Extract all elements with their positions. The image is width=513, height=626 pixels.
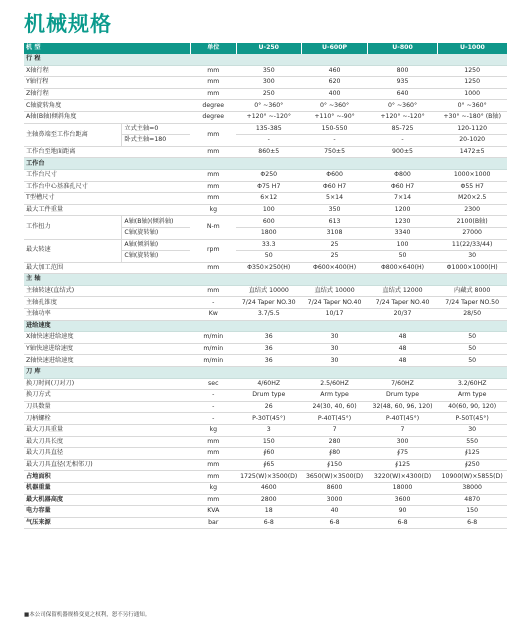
row-unit: mm	[190, 65, 236, 77]
row-unit: m/min	[190, 355, 236, 367]
row-value: 3108	[301, 227, 367, 239]
row-value: 460	[301, 65, 367, 77]
row-unit: degree	[190, 111, 236, 123]
row-value: 0° ~360°	[437, 100, 507, 112]
row-label: X轴快速进给速度	[24, 332, 190, 344]
header-u1000: U-1000	[437, 43, 507, 54]
row-value: 7×14	[368, 193, 438, 205]
row-value: 250	[236, 88, 301, 100]
row-value: Φ55 H7	[437, 181, 507, 193]
row-label: 换刀方式	[24, 390, 190, 402]
header-model: 机 型	[24, 43, 190, 54]
row-label: 工作台中心基准孔尺寸	[24, 181, 190, 193]
row-unit: mm	[190, 169, 236, 181]
table-row	[24, 123, 507, 135]
table-row	[24, 111, 507, 123]
row-value: ∮80	[301, 448, 367, 460]
table-row	[24, 100, 507, 112]
row-label: 工作台尺寸	[24, 169, 190, 181]
row-sublabel: A轴(B轴)(倾斜轴)	[122, 216, 191, 228]
row-label: 占地面积	[24, 471, 190, 483]
row-value: +120° ~-120°	[368, 111, 438, 123]
row-label: 电力容量	[24, 506, 190, 518]
header-u250: U-250	[236, 43, 301, 54]
table-row	[24, 332, 507, 344]
table-row	[24, 436, 507, 448]
row-value: 4/60HZ	[236, 378, 301, 390]
row-value: 3340	[368, 227, 438, 239]
row-unit: mm	[190, 459, 236, 471]
row-unit: m/min	[190, 343, 236, 355]
row-unit: -	[190, 413, 236, 425]
row-value: Φ600	[301, 169, 367, 181]
row-value: 2100(B轴)	[437, 216, 507, 228]
row-unit: N-m	[190, 216, 236, 239]
row-value: -	[301, 135, 367, 147]
row-value: 600	[236, 216, 301, 228]
table-row	[24, 413, 507, 425]
row-value: 6-8	[236, 517, 301, 529]
table-row	[24, 77, 507, 89]
section-header	[24, 54, 507, 65]
row-value: ∮125	[368, 459, 438, 471]
row-value: 6×12	[236, 193, 301, 205]
table-row	[24, 309, 507, 321]
row-label: 刀柄螺栓	[24, 413, 190, 425]
row-value: 20-1020	[437, 135, 507, 147]
table-row	[24, 390, 507, 402]
row-value: 3.7/5.5	[236, 309, 301, 321]
row-value: 3	[236, 425, 301, 437]
row-label: 机器重量	[24, 482, 190, 494]
row-value: 350	[236, 65, 301, 77]
row-value: 直结式 10000	[301, 285, 367, 297]
row-value: 7/24 Taper NO.40	[301, 297, 367, 309]
row-label: A轴(B轴)倾斜角度	[24, 111, 190, 123]
row-unit: mm	[190, 494, 236, 506]
row-value: 50	[437, 355, 507, 367]
table-row	[24, 88, 507, 100]
row-value: 3650(W)×3500(D)	[301, 471, 367, 483]
row-value: 40	[301, 506, 367, 518]
header-u800: U-800	[368, 43, 438, 54]
row-label: 最大刀具长度	[24, 436, 190, 448]
row-label: 最大刀具直径(无相邻刀)	[24, 459, 190, 471]
row-value: 3220(W)×4300(D)	[368, 471, 438, 483]
section-title: 刀 库	[24, 367, 507, 379]
row-value: Φ800	[368, 169, 438, 181]
row-value: 4600	[236, 482, 301, 494]
row-value: 0° ~360°	[368, 100, 438, 112]
row-value: 38000	[437, 482, 507, 494]
row-value: 50	[236, 251, 301, 263]
row-unit: -	[190, 401, 236, 413]
row-label: 最大加工范围	[24, 262, 190, 274]
row-unit: -	[190, 390, 236, 402]
table-row	[24, 378, 507, 390]
row-unit: mm	[190, 436, 236, 448]
row-value: Φ600×400(H)	[301, 262, 367, 274]
row-value: 1725(W)×3500(D)	[236, 471, 301, 483]
section-header	[24, 367, 507, 379]
row-label: Z轴行程	[24, 88, 190, 100]
row-value: 1000×1000	[437, 169, 507, 181]
row-value: 50	[437, 343, 507, 355]
row-label: 刀具数量	[24, 401, 190, 413]
table-row	[24, 169, 507, 181]
row-value: 26	[236, 401, 301, 413]
row-sublabel: C轴(旋转轴)	[122, 227, 191, 239]
row-sublabel: 立式主轴=0	[122, 123, 191, 135]
row-value: 30	[301, 332, 367, 344]
row-value: 120-1120	[437, 123, 507, 135]
section-title: 工作台	[24, 158, 507, 170]
table-header	[24, 43, 507, 54]
row-unit: -	[190, 297, 236, 309]
row-value: 135-385	[236, 123, 301, 135]
row-value: 7	[368, 425, 438, 437]
row-label: Z轴快速进给速度	[24, 355, 190, 367]
row-value: 24(30, 40, 60)	[301, 401, 367, 413]
row-value: 1200	[368, 204, 438, 216]
row-value: 48	[368, 355, 438, 367]
row-value: 20/37	[368, 309, 438, 321]
section-header	[24, 274, 507, 286]
row-unit: degree	[190, 100, 236, 112]
row-value: Φ250	[236, 169, 301, 181]
row-value: 10/17	[301, 309, 367, 321]
row-unit: mm	[190, 262, 236, 274]
row-unit: mm	[190, 123, 236, 146]
row-value: 30	[437, 251, 507, 263]
row-value: 1000	[437, 88, 507, 100]
row-value: 300	[368, 436, 438, 448]
row-label: T型槽尺寸	[24, 193, 190, 205]
row-value: Arm type	[301, 390, 367, 402]
row-value: Φ1000×1000(H)	[437, 262, 507, 274]
table-row	[24, 285, 507, 297]
row-value: 550	[437, 436, 507, 448]
row-value: -	[236, 135, 301, 147]
row-label: X轴行程	[24, 65, 190, 77]
row-value: 25	[301, 239, 367, 251]
row-value: +120° ~-120°	[236, 111, 301, 123]
row-label: 最大转速	[24, 239, 122, 262]
row-value: 6-8	[368, 517, 438, 529]
row-value: 400	[301, 88, 367, 100]
row-value: 28/50	[437, 309, 507, 321]
row-value: 32(48, 60, 96, 120)	[368, 401, 438, 413]
row-value: 350	[301, 204, 367, 216]
table-row	[24, 459, 507, 471]
row-unit: mm	[190, 193, 236, 205]
header-u600p: U-600P	[301, 43, 367, 54]
table-row	[24, 448, 507, 460]
row-value: 40(60, 90, 120)	[437, 401, 507, 413]
row-label: 最大工件重量	[24, 204, 190, 216]
table-row	[24, 401, 507, 413]
row-value: 750±5	[301, 146, 367, 158]
row-value: 36	[236, 332, 301, 344]
row-value: Arm type	[437, 390, 507, 402]
row-label: 主轴孔锥度	[24, 297, 190, 309]
row-value: +110° ~-90°	[301, 111, 367, 123]
row-value: 内藏式 8000	[437, 285, 507, 297]
table-row	[24, 239, 507, 251]
row-value: 27000	[437, 227, 507, 239]
table-row	[24, 204, 507, 216]
row-value: Drum type	[236, 390, 301, 402]
row-label: 主轴转速(直结式)	[24, 285, 190, 297]
row-unit: m/min	[190, 332, 236, 344]
row-value: M20×2.5	[437, 193, 507, 205]
row-value: ∮75	[368, 448, 438, 460]
row-unit: mm	[190, 448, 236, 460]
row-value: 3600	[368, 494, 438, 506]
row-value: 150	[437, 506, 507, 518]
row-value: 7/60HZ	[368, 378, 438, 390]
table-row	[24, 471, 507, 483]
row-unit: mm	[190, 77, 236, 89]
row-unit: KVA	[190, 506, 236, 518]
row-value: 613	[301, 216, 367, 228]
table-row	[24, 181, 507, 193]
row-value: Φ75 H7	[236, 181, 301, 193]
row-unit: Kw	[190, 309, 236, 321]
table-row	[24, 193, 507, 205]
row-value: 3000	[301, 494, 367, 506]
row-value: Φ350×250(H)	[236, 262, 301, 274]
row-value: 1800	[236, 227, 301, 239]
row-value: 直结式 12000	[368, 285, 438, 297]
row-value: 48	[368, 332, 438, 344]
row-value: 3.2/60HZ	[437, 378, 507, 390]
row-label: 最大机器高度	[24, 494, 190, 506]
row-value: Drum type	[368, 390, 438, 402]
row-value: 36	[236, 355, 301, 367]
row-value: 300	[236, 77, 301, 89]
row-value: 7	[301, 425, 367, 437]
row-value: Φ800×640(H)	[368, 262, 438, 274]
row-value: 7/24 Taper NO.40	[368, 297, 438, 309]
row-value: 30	[301, 343, 367, 355]
row-value: ∮60	[236, 448, 301, 460]
row-unit: mm	[190, 146, 236, 158]
row-value: 18	[236, 506, 301, 518]
table-row	[24, 506, 507, 518]
row-unit: mm	[190, 471, 236, 483]
row-label: 最大刀具重量	[24, 425, 190, 437]
row-unit: kg	[190, 482, 236, 494]
row-label: Y轴行程	[24, 77, 190, 89]
section-header	[24, 320, 507, 332]
row-value: 7/24 Taper NO.50	[437, 297, 507, 309]
section-title: 进给速度	[24, 320, 507, 332]
page-title: 机械规格	[24, 12, 112, 36]
row-value: +30° ~-180° (B轴)	[437, 111, 507, 123]
row-unit: mm	[190, 285, 236, 297]
row-value: 150	[236, 436, 301, 448]
row-sublabel: 卧式主轴=180	[122, 135, 191, 147]
table-row	[24, 216, 507, 228]
header-unit: 单位	[190, 43, 236, 54]
row-value: 1250	[437, 77, 507, 89]
row-value: 10900(W)×5855(D)	[437, 471, 507, 483]
row-value: 11(22/33/44)	[437, 239, 507, 251]
row-value: 18000	[368, 482, 438, 494]
row-value: 1472±5	[437, 146, 507, 158]
row-value: 800	[368, 65, 438, 77]
table-row	[24, 262, 507, 274]
row-value: 2.5/60HZ	[301, 378, 367, 390]
row-unit: mm	[190, 88, 236, 100]
row-unit: mm	[190, 181, 236, 193]
row-value: 48	[368, 343, 438, 355]
row-value: 640	[368, 88, 438, 100]
row-label: Y轴快速进给速度	[24, 343, 190, 355]
row-value: -	[368, 135, 438, 147]
row-value: 25	[301, 251, 367, 263]
spec-table	[24, 43, 507, 529]
row-value: ∮150	[301, 459, 367, 471]
row-label: 最大刀具直径	[24, 448, 190, 460]
row-value: 8600	[301, 482, 367, 494]
row-value: 直结式 10000	[236, 285, 301, 297]
section-header	[24, 158, 507, 170]
section-title: 行 程	[24, 54, 507, 65]
row-value: 36	[236, 343, 301, 355]
row-label: 换刀时间(刀对刀)	[24, 378, 190, 390]
footnote: ■本公司保留机器规格变更之权利，恕不另行通知。	[24, 612, 151, 618]
row-unit: sec	[190, 378, 236, 390]
row-value: 100	[368, 239, 438, 251]
row-value: 0° ~360°	[236, 100, 301, 112]
row-value: 150-550	[301, 123, 367, 135]
row-value: Φ60 H7	[301, 181, 367, 193]
row-value: 0° ~360°	[301, 100, 367, 112]
row-value: ∮65	[236, 459, 301, 471]
row-value: 4870	[437, 494, 507, 506]
row-value: 50	[368, 251, 438, 263]
row-value: P-30T(45°)	[236, 413, 301, 425]
row-value: 90	[368, 506, 438, 518]
row-value: 30	[437, 425, 507, 437]
row-value: 7/24 Taper NO.30	[236, 297, 301, 309]
row-value: 100	[236, 204, 301, 216]
row-unit: kg	[190, 425, 236, 437]
row-label: 主轴功率	[24, 309, 190, 321]
row-sublabel: C轴(旋转轴)	[122, 251, 191, 263]
section-title: 主 轴	[24, 274, 507, 286]
row-value: 860±5	[236, 146, 301, 158]
row-unit: bar	[190, 517, 236, 529]
row-value: 5×14	[301, 193, 367, 205]
row-value: P-40T(45°)	[301, 413, 367, 425]
row-value: 50	[437, 332, 507, 344]
row-value: 620	[301, 77, 367, 89]
row-value: ∮250	[437, 459, 507, 471]
table-row	[24, 146, 507, 158]
row-label: 工作台至地面距离	[24, 146, 190, 158]
row-value: 2300	[437, 204, 507, 216]
table-row	[24, 65, 507, 77]
row-value: 900±5	[368, 146, 438, 158]
row-value: 85-725	[368, 123, 438, 135]
row-label: C轴旋转角度	[24, 100, 190, 112]
row-label: 工作扭力	[24, 216, 122, 239]
row-value: Φ60 H7	[368, 181, 438, 193]
row-unit: rpm	[190, 239, 236, 262]
table-row	[24, 343, 507, 355]
row-value: P-50T(45°)	[437, 413, 507, 425]
table-row	[24, 482, 507, 494]
table-row	[24, 355, 507, 367]
table-row	[24, 297, 507, 309]
row-label: 主轴鼻端至工作台距离	[24, 123, 122, 146]
row-label: 气压来源	[24, 517, 190, 529]
row-value: 935	[368, 77, 438, 89]
row-value: 30	[301, 355, 367, 367]
row-value: ∮125	[437, 448, 507, 460]
table-row	[24, 425, 507, 437]
row-value: P-40T(45°)	[368, 413, 438, 425]
row-sublabel: A轴(倾斜轴)	[122, 239, 191, 251]
row-value: 280	[301, 436, 367, 448]
row-value: 1230	[368, 216, 438, 228]
row-value: 33.3	[236, 239, 301, 251]
row-value: 1250	[437, 65, 507, 77]
row-unit: kg	[190, 204, 236, 216]
table-row	[24, 517, 507, 529]
row-value: 6-8	[301, 517, 367, 529]
table-row	[24, 494, 507, 506]
row-value: 6-8	[437, 517, 507, 529]
row-value: 2800	[236, 494, 301, 506]
